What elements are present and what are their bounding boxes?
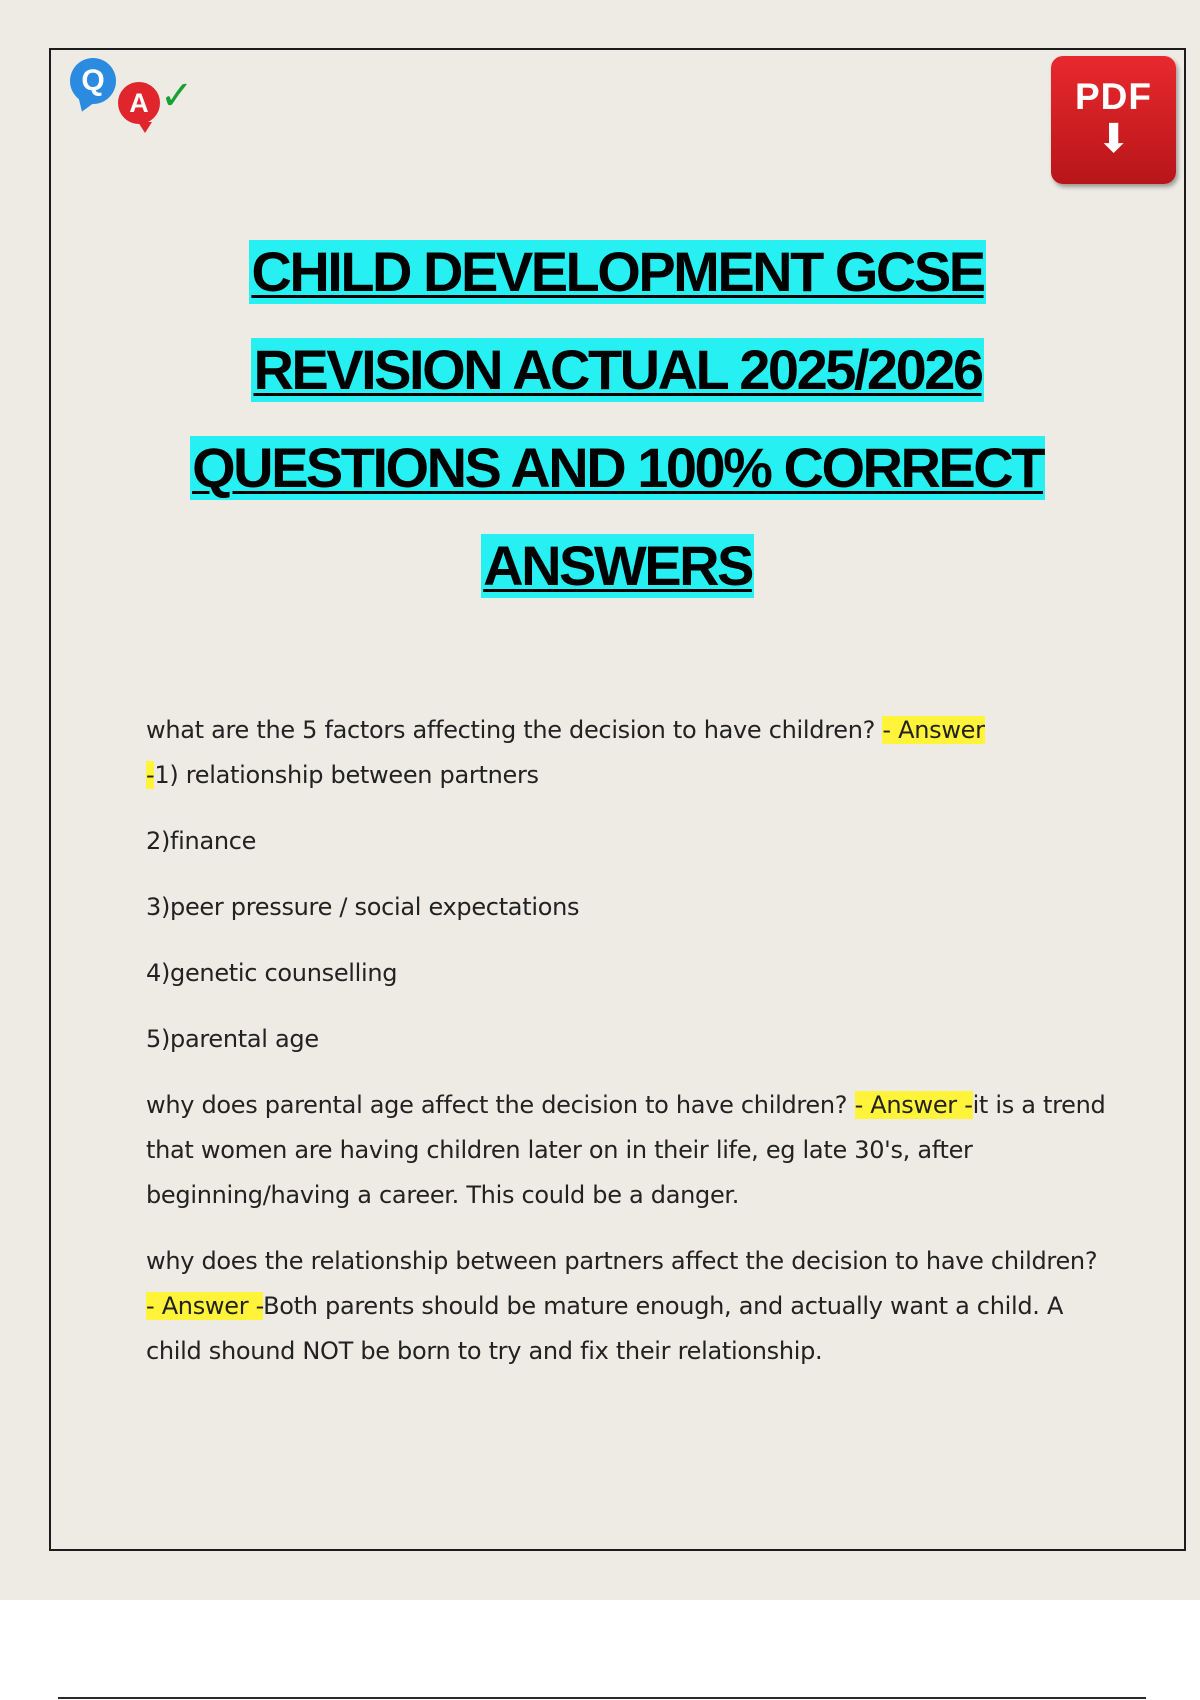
answer-text: 1) relationship between partners xyxy=(154,761,539,789)
qa-pair-2 xyxy=(146,1083,1106,1218)
answer-text: it is a trend that women are having children later on in their life, eg late 30's, after beginning/having a career. This could be a danger. xyxy=(146,1091,1106,1209)
pdf-download-icon[interactable] xyxy=(1051,56,1176,184)
list-item: 2)finance xyxy=(146,827,257,855)
q-bubble-icon: Q xyxy=(70,58,116,104)
document-body xyxy=(146,708,1106,1395)
check-icon: ✓ xyxy=(160,73,194,119)
qa-pair-3 xyxy=(146,1239,1106,1374)
list-item: 3)peer pressure / social expectations xyxy=(146,893,580,921)
question-text: why does parental age affect the decision to have children? xyxy=(146,1091,855,1119)
document-title xyxy=(120,240,1115,632)
list-item: 5)parental age xyxy=(146,1025,319,1053)
title-line: ANSWERS xyxy=(483,534,752,597)
answer-text: Both parents should be mature enough, and actually want a child. A child shound NOT be born to try and fix their relationship. xyxy=(146,1292,1064,1365)
pdf-label: PDF xyxy=(1075,76,1152,117)
question-text: what are the 5 factors affecting the decision to have children? xyxy=(146,716,883,744)
answer-marker: - Answer - xyxy=(854,1091,973,1119)
title-line: CHILD DEVELOPMENT GCSE xyxy=(251,240,984,303)
question-text: why does the relationship between partners affect the decision to have children? xyxy=(146,1247,1098,1275)
list-item: 4)genetic counselling xyxy=(146,959,398,987)
download-arrow-icon: ⬇ xyxy=(1096,116,1131,162)
answer-marker: - Answer - xyxy=(146,1292,264,1320)
qa-pair-1 xyxy=(146,708,1106,798)
answer-marker: - xyxy=(146,761,155,789)
a-bubble-icon: A xyxy=(116,80,162,126)
next-page-divider xyxy=(58,1697,1146,1699)
answer-marker: - Answer xyxy=(882,716,985,744)
title-line: QUESTIONS AND 100% CORRECT xyxy=(192,436,1043,499)
title-line: REVISION ACTUAL 2025/2026 xyxy=(253,338,982,401)
qa-logo-icon xyxy=(68,58,198,128)
